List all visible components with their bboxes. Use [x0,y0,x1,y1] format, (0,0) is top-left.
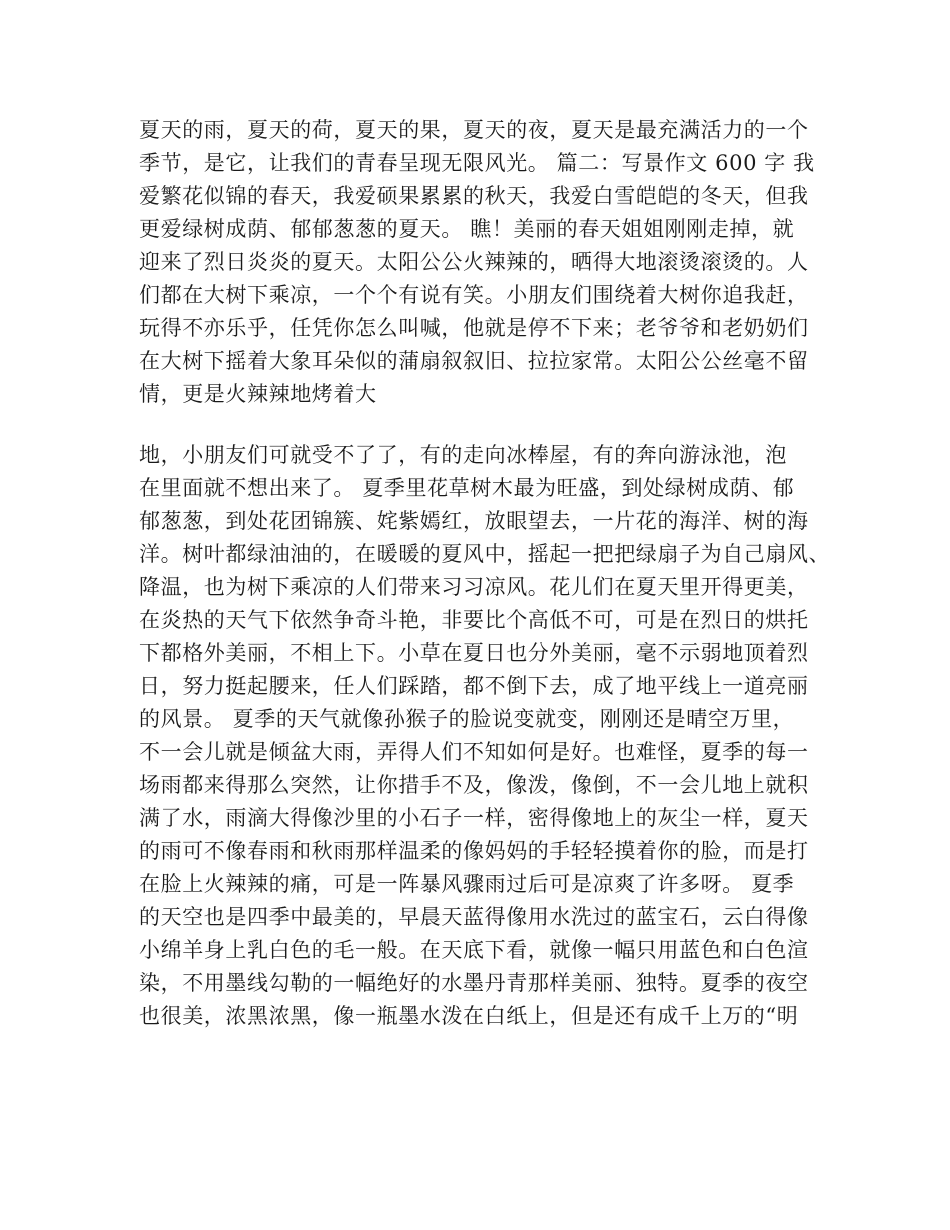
text-line: 也很美，浓黑浓黑，像一瓶墨水泼在白纸上，但是还有成千上万的“明 [139,1004,799,1028]
text-line: 的风景。 夏季的天气就像孙猴子的脸说变就变，刚刚还是晴空万里， [139,707,795,731]
text-line: 染，不用墨线勾勒的一幅绝好的水墨丹青那样美丽、独特。夏季的夜空 [139,971,809,995]
text-line: 小绵羊身上乳白色的毛一般。在天底下看，就像一幅只用蓝色和白色渲 [139,938,809,962]
text-line: 降温，也为树下乘凉的人们带来习习凉风。花儿们在夏天里开得更美， [139,575,809,599]
text-line: 在脸上火辣辣的痛，可是一阵暴风骤雨过后可是凉爽了许多呀。 夏季 [139,872,795,896]
text-line: 下都格外美丽，不相上下。小草在夏日也分外美丽，毫不示弱地顶着烈 [139,641,809,665]
text-line: 郁葱葱，到处花团锦簇、姹紫嫣红，放眼望去，一片花的海洋、树的海 [139,509,809,533]
text-line: 季节，是它，让我们的青春呈现无限风光。 篇二：写景作文 600 字 我 [139,151,815,175]
text-line: 爱繁花似锦的春天，我爱硕果累累的秋天，我爱白雪皑皑的冬天，但我 [139,184,809,208]
text-line: 在里面就不想出来了。 夏季里花草树木最为旺盛，到处绿树成荫、郁 [139,476,795,500]
text-line: 们都在大树下乘凉，一个个有说有笑。小朋友们围绕着大树你追我赶， [139,283,809,307]
text-line: 情，更是火辣辣地烤着大 [139,382,377,406]
text-line: 迎来了烈日炎炎的夏天。太阳公公火辣辣的，晒得大地滚烫滚烫的。人 [139,250,809,274]
text-line: 在炎热的天气下依然争奇斗艳，非要比个高低不可，可是在烈日的烘托 [139,608,809,632]
text-line: 满了水，雨滴大得像沙里的小石子一样，密得像地上的灰尘一样，夏天 [139,806,809,830]
text-line: 玩得不亦乐乎，任凭你怎么叫喊，他就是停不下来；老爷爷和老奶奶们 [139,316,809,340]
text-line: 的雨可不像春雨和秋雨那样温柔的像妈妈的手轻轻摸着你的脸，而是打 [139,839,809,863]
text-line: 的天空也是四季中最美的，早晨天蓝得像用水洗过的蓝宝石，云白得像 [139,905,809,929]
text-line: 洋。树叶都绿油油的，在暖暖的夏风中，摇起一把把绿扇子为自己扇风、 [139,542,831,566]
text-line: 夏天的雨，夏天的荷，夏天的果，夏天的夜，夏天是最充满活力的一个 [139,118,809,142]
text-line: 在大树下摇着大象耳朵似的蒲扇叙叙旧、拉拉家常。太阳公公丝毫不留 [139,349,809,373]
text-line: 地，小朋友们可就受不了了，有的走向冰棒屋，有的奔向游泳池，泡 [139,443,787,467]
text-line: 日，努力挺起腰来，任人们踩踏，都不倒下去，成了地平线上一道亮丽 [139,674,809,698]
text-line: 不一会儿就是倾盆大雨，弄得人们不知如何是好。也难怪，夏季的每一 [139,740,809,764]
text-line: 更爱绿树成荫、郁郁葱葱的夏天。 瞧！美丽的春天姐姐刚刚走掉，就 [139,217,795,241]
text-line: 场雨都来得那么突然，让你措手不及，像泼，像倒，不一会儿地上就积 [139,773,809,797]
